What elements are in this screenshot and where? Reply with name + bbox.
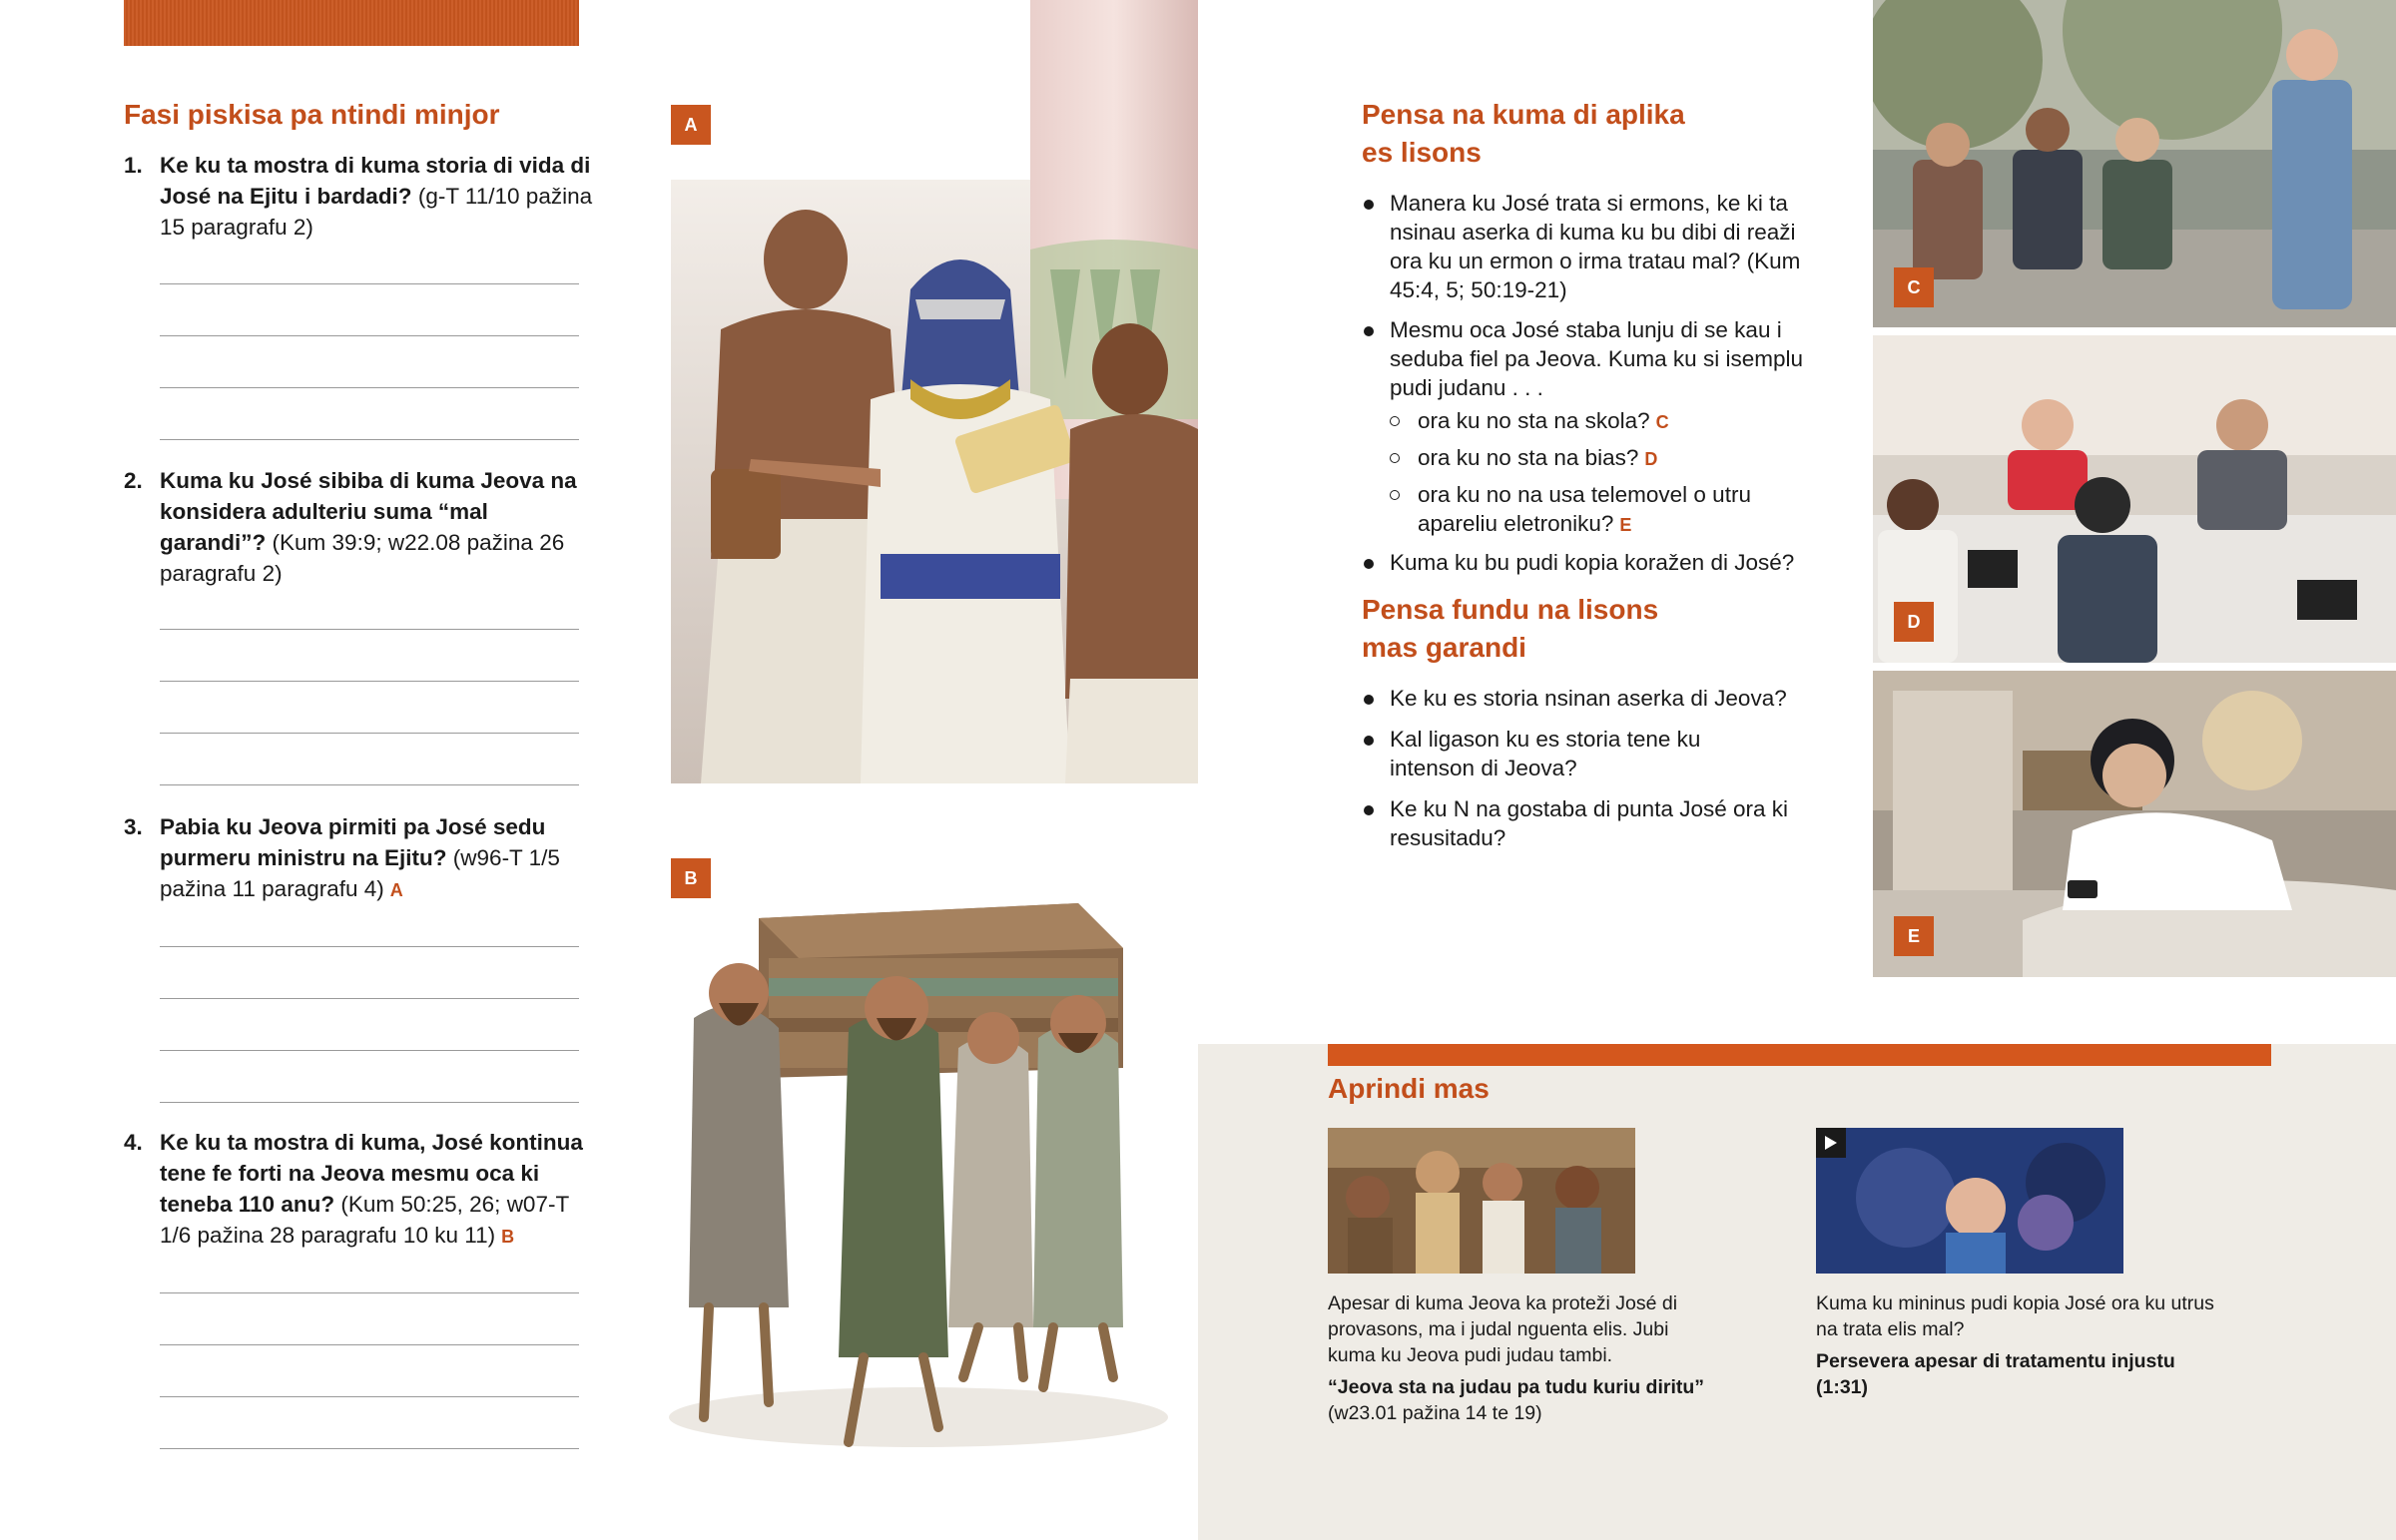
answer-line[interactable] [160, 1344, 579, 1345]
article-card [1328, 1290, 1707, 1426]
answer-line[interactable] [160, 387, 579, 388]
deep-list [1362, 684, 1801, 852]
photo-hotel-desk [1873, 335, 2396, 663]
question-2: 2. Kuma ku José sibiba di kuma Jeova na konsidera adulteriu suma “mal garandi”? (Kum 39:9; w22.08 pažina 26 paragrafu 2) [124, 468, 577, 586]
answer-line[interactable] [160, 1448, 579, 1449]
answer-line[interactable] [160, 681, 579, 682]
question-3: 3. Pabia ku Jeova pirmiti pa José sedu purmeru ministru na Ejitu? (w96-T 1/5 pažina 11 paragrafu 4) A [124, 814, 560, 901]
photo-school-students [1873, 0, 2396, 327]
illustration-joseph-egypt [671, 0, 1198, 783]
answer-line[interactable] [160, 784, 579, 785]
article-thumbnail[interactable] [1328, 1128, 1635, 1274]
sub-list-item: ora ku no sta na bias? D [1362, 443, 1821, 474]
article-link[interactable]: “Jeova sta na judau pa tudu kuriu diritu” [1328, 1376, 1705, 1398]
answer-line[interactable] [160, 629, 579, 630]
list-item: Mesmu oca José staba lunju di se kau i seduba fiel pa Jeova. Kuma ku si isemplu pudi judanu . . . [1362, 315, 1821, 402]
ref-tag-d: D [1644, 449, 1658, 469]
answer-line[interactable] [160, 733, 579, 734]
question-1: 1. Ke ku ta mostra di kuma storia di vida di José na Ejitu i bardadi? (g-T 11/10 pažina 15 paragrafu 2) [124, 153, 593, 240]
deep-heading: Pensa fundu na lisons mas garandi [1362, 594, 1659, 663]
play-icon[interactable] [1816, 1128, 1846, 1158]
article-ref: (w23.01 pažina 14 te 19) [1328, 1402, 1542, 1424]
sub-list-item: ora ku no na usa telemovel o utru apareliu eletroniku? E [1362, 480, 1797, 540]
apply-heading: Pensa na kuma di aplika es lisons [1362, 99, 1685, 168]
label-d: D [1894, 602, 1934, 642]
video-duration: (1:31) [1816, 1376, 1869, 1398]
video-description: Kuma ku mininus pudi kopia José ora ku utrus na trata elis mal? [1816, 1292, 2214, 1340]
video-link[interactable]: Persevera apesar di tratamentu injustu [1816, 1350, 2175, 1372]
list-item: Ke ku es storia nsinan aserka di Jeova? [1362, 684, 1801, 713]
label-c: C [1894, 267, 1934, 307]
answer-line[interactable] [160, 998, 579, 999]
answer-line[interactable] [160, 439, 579, 440]
ref-tag-e: E [1619, 515, 1632, 535]
ref-tag-a: A [389, 880, 403, 900]
questions-heading: Fasi piskisa pa ntindi minjor [124, 99, 500, 130]
answer-line[interactable] [160, 1396, 579, 1397]
photo-teen-phone [1873, 671, 2396, 977]
ref-tag-b: B [501, 1227, 515, 1247]
answer-line[interactable] [160, 335, 579, 336]
label-e: E [1894, 916, 1934, 956]
answer-line[interactable] [160, 283, 579, 284]
answer-line[interactable] [160, 1102, 579, 1103]
answer-line[interactable] [160, 1292, 579, 1293]
answer-line[interactable] [160, 1050, 579, 1051]
ref-tag-c: C [1655, 412, 1669, 432]
answer-line[interactable] [160, 946, 579, 947]
article-description: Apesar di kuma Jeova ka proteži José di provasons, ma i judal nguenta elis. Jubi kuma ku Jeova pudi judau tambi. [1328, 1292, 1678, 1366]
illustration-joseph-coffin [649, 858, 1198, 1457]
learn-more-heading: Aprindi mas [1328, 1073, 1490, 1104]
sub-list-item: ora ku no sta na skola? C [1362, 406, 1821, 437]
list-item: Ke ku N na gostaba di punta José ora ki resusitadu? [1362, 794, 1789, 852]
learn-more-bar [1328, 1044, 2271, 1066]
label-a: A [671, 105, 711, 145]
video-card [1816, 1290, 2215, 1400]
list-item: Kal ligason ku es storia tene ku intenson di Jeova? [1362, 725, 1749, 782]
top-color-band [124, 0, 579, 46]
question-4: 4. Ke ku ta mostra di kuma, José kontinua tene fe forti na Jeova mesmu oca ki teneba 110 anu? (Kum 50:25, 26; w07-T 1/6 pažina 28 paragrafu 10 ku 11) B [124, 1130, 583, 1248]
list-item: Kuma ku bu pudi kopia koražen di José? [1362, 548, 1821, 577]
list-item: Manera ku José trata si ermons, ke ki ta nsinau aserka di kuma ku bu dibi di reaži ora ku un ermon o irma tratau mal? (Kum 45:4, 5; 50:19-21) [1362, 189, 1821, 304]
apply-list [1362, 189, 1821, 577]
label-b: B [671, 858, 711, 898]
video-thumbnail[interactable] [1816, 1128, 2123, 1274]
